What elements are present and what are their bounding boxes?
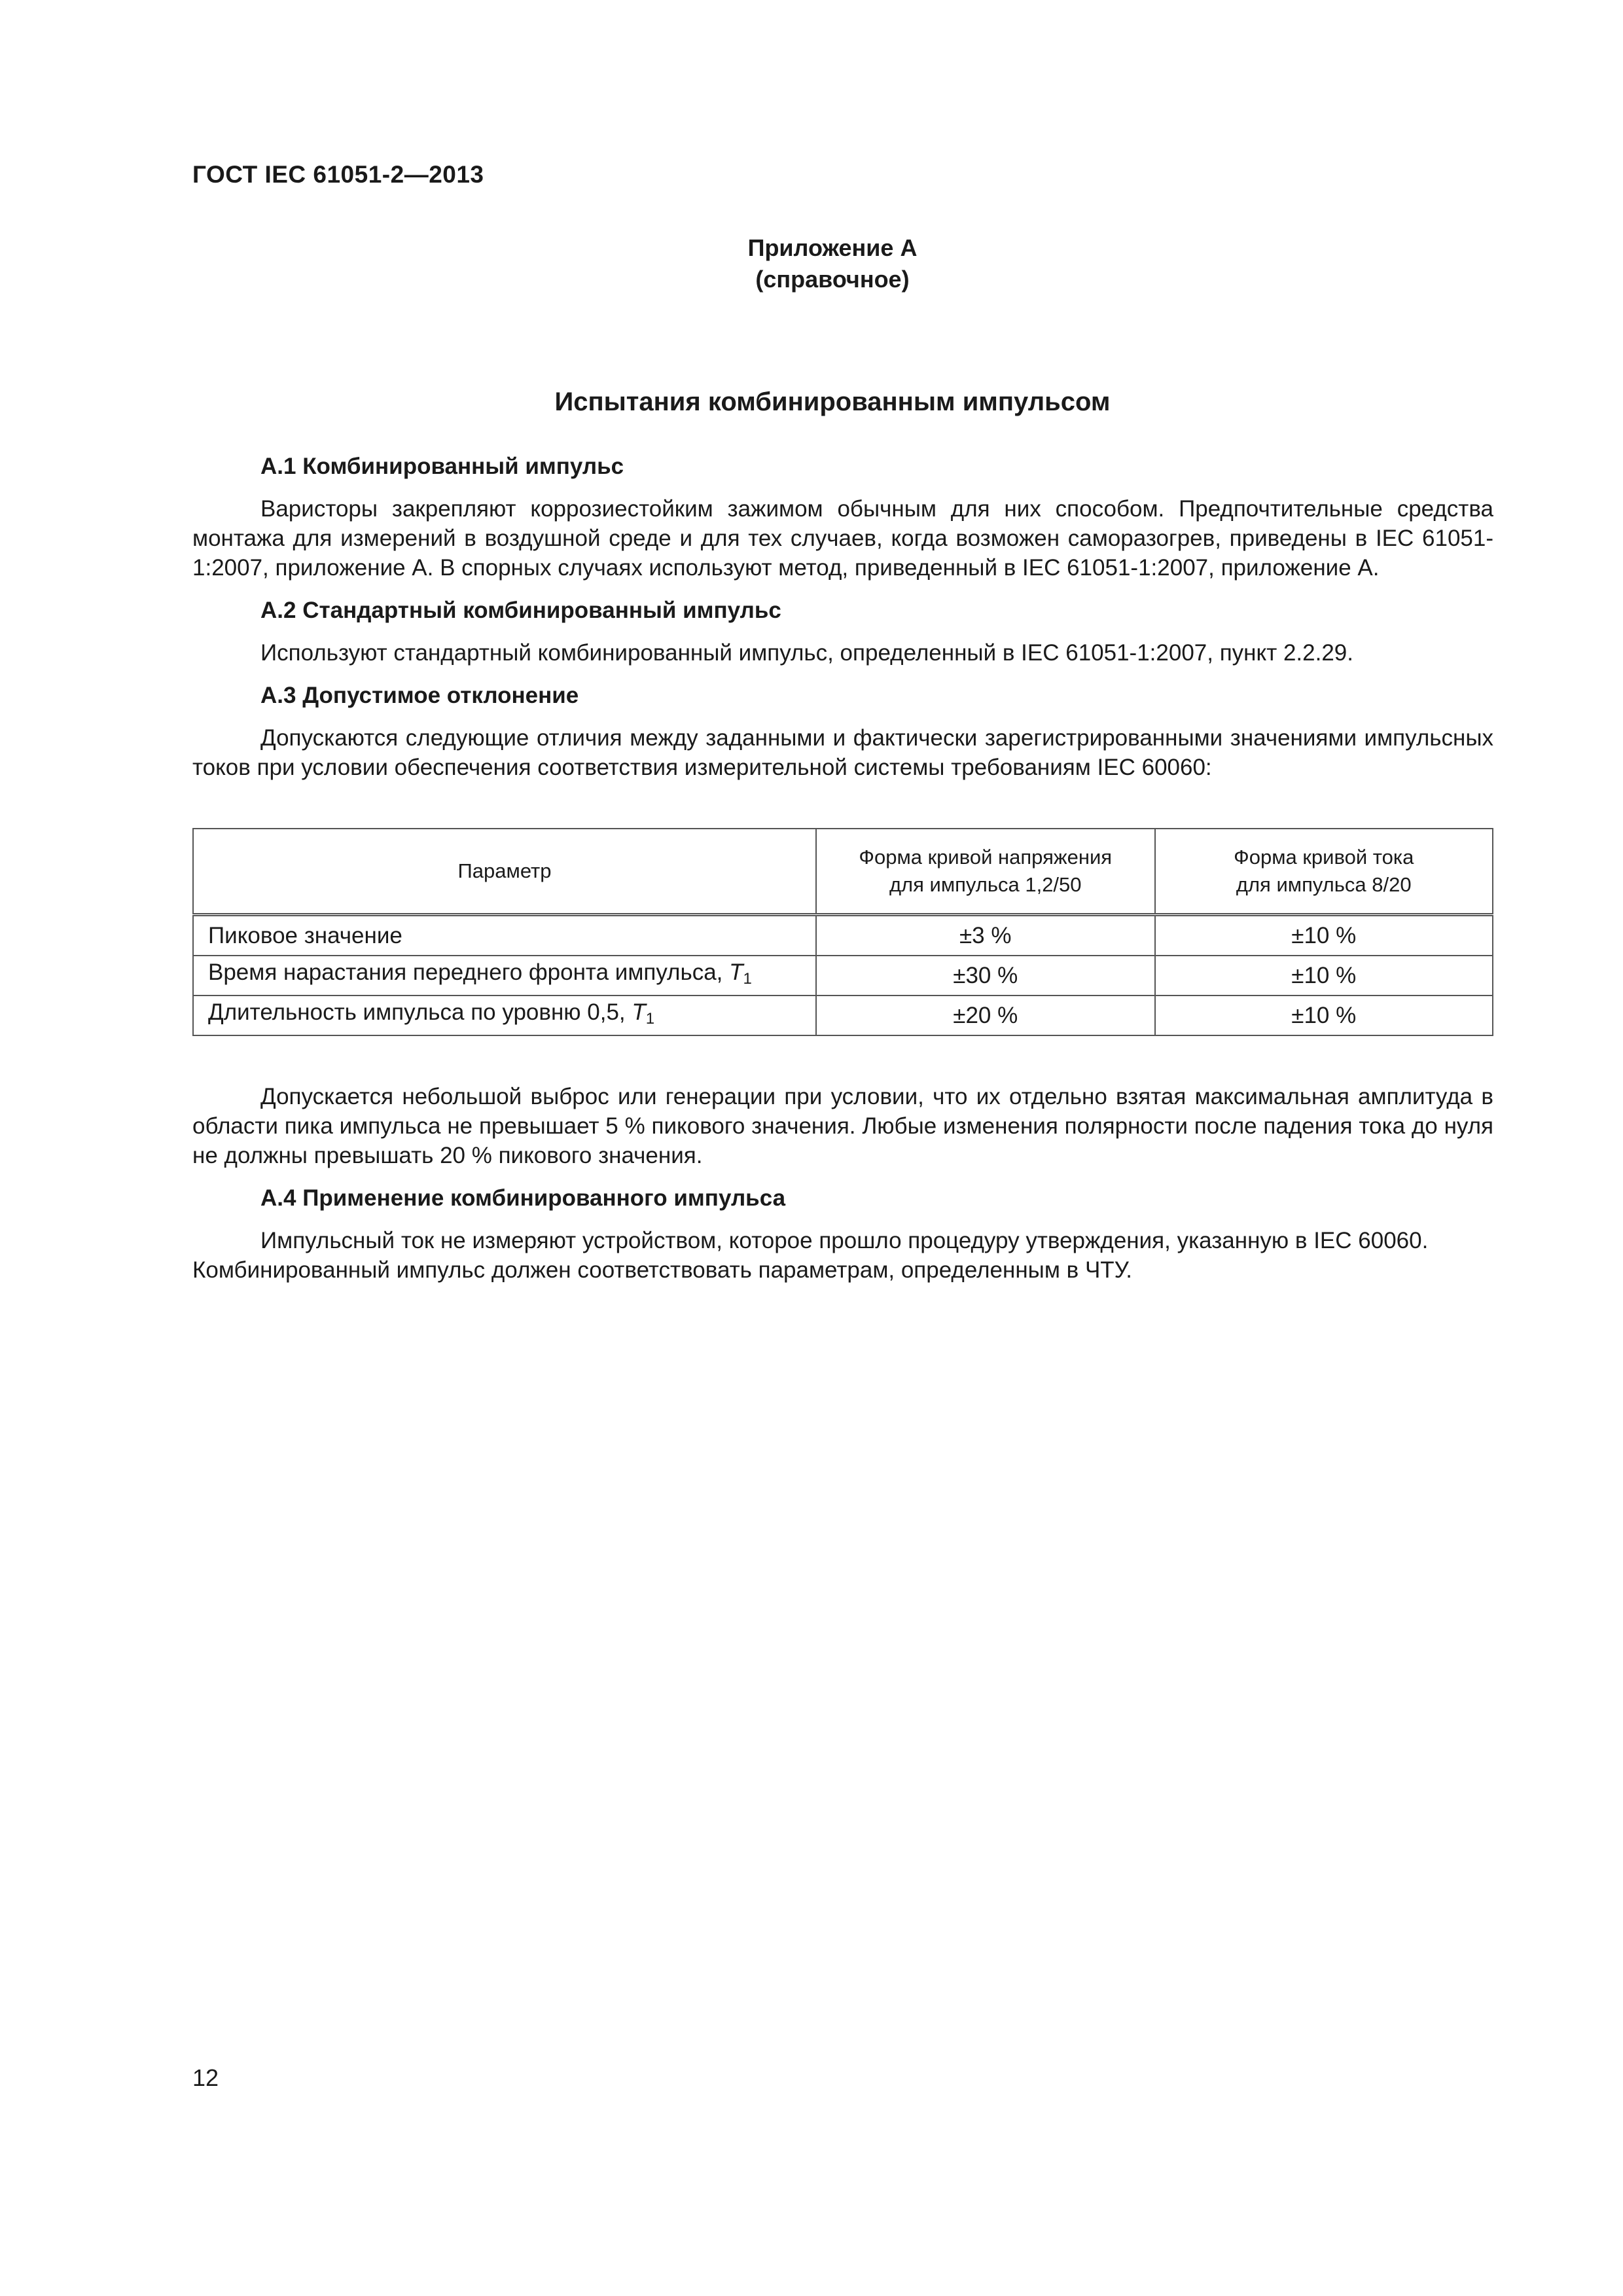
appendix-title-text: Испытания комбинированным импульсом xyxy=(554,387,1111,416)
appendix-heading xyxy=(0,232,1623,295)
section-a4-text-2: Комбинированный импульс должен соответствовать параметрам, определенным в ЧТУ. xyxy=(192,1257,1132,1283)
section-a4-heading: А.4 Применение комбинированного импульса xyxy=(260,1185,786,1211)
row-parameter xyxy=(193,996,816,1035)
row-parameter-text: Время нарастания переднего фронта импульса, xyxy=(208,960,730,985)
row-parameter xyxy=(193,915,816,956)
row-parameter-text: Пиковое значение xyxy=(208,923,402,948)
symbol-subscript: 1 xyxy=(645,1010,655,1028)
section-a2-heading: А.2 Стандартный комбинированный импульс xyxy=(260,598,781,623)
header-voltage-line1: Форма кривой напряжения xyxy=(859,846,1113,869)
row-voltage-tolerance: ±3 % xyxy=(816,915,1155,956)
header-current-line1: Форма кривой тока xyxy=(1234,846,1414,869)
section-a3-text: Допускаются следующие отличия между заданными и фактически зарегистрированными значениями импульсных токов при условии обеспечения соответствия измерительной системы требованиям IEC 60060: xyxy=(192,725,1493,780)
section-a4-text-1: Импульсный ток не измеряют устройством, которое прошло процедуру утверждения, указанную в IEC 60060. xyxy=(260,1228,1429,1253)
symbol-t: T xyxy=(632,999,646,1025)
section-a1-text: Варисторы закрепляют коррозиестойким зажимом обычным для них способом. Предпочтительные средства монтажа для измерений в воздушной среде и для тех случаев, когда возможен саморазогрев, приведены в IEC 61051-1:2007, приложение А. В спорных случаях используют метод, приведенный в IEC 61051-1:2007, приложение А. xyxy=(192,496,1493,581)
header-voltage-line2: для импульса 1,2/50 xyxy=(889,873,1082,896)
symbol-subscript: 1 xyxy=(743,970,752,988)
appendix-kind: (справочное) xyxy=(755,266,910,293)
row-current-tolerance: ±10 % xyxy=(1155,915,1493,956)
header-current-line2: для импульса 8/20 xyxy=(1236,873,1412,896)
tolerance-table xyxy=(192,828,1493,1036)
table-header-row xyxy=(193,829,1493,915)
header-parameter-text: Параметр xyxy=(457,859,552,882)
row-parameter-text: Длительность импульса по уровню 0,5, xyxy=(208,999,632,1025)
section-a2-text: Используют стандартный комбинированный импульс, определенный в IEC 61051-1:2007, пункт 2.2.29. xyxy=(260,640,1353,666)
appendix-label: Приложение А xyxy=(747,234,918,261)
header-current-waveform xyxy=(1155,829,1493,915)
header-parameter xyxy=(193,829,816,915)
page-number: 12 xyxy=(192,2064,219,2091)
row-voltage-tolerance: ±20 % xyxy=(816,996,1155,1035)
section-a1-heading: А.1 Комбинированный импульс xyxy=(260,454,624,479)
section-a3-heading: А.3 Допустимое отклонение xyxy=(260,683,579,708)
row-current-tolerance: ±10 % xyxy=(1155,996,1493,1035)
header-voltage-waveform xyxy=(816,829,1155,915)
document-body xyxy=(192,452,1493,1298)
row-parameter xyxy=(193,956,816,996)
table-row xyxy=(193,996,1493,1035)
row-voltage-tolerance: ±30 % xyxy=(816,956,1155,996)
document-header: ГОСТ IEC 61051-2—2013 xyxy=(192,161,484,188)
table-row xyxy=(193,915,1493,956)
symbol-t: T xyxy=(729,960,743,985)
table-row xyxy=(193,956,1493,996)
row-current-tolerance: ±10 % xyxy=(1155,956,1493,996)
appendix-title xyxy=(0,387,1623,417)
section-a3-after-table: Допускается небольшой выброс или генерации при условии, что их отдельно взятая максимальная амплитуда в области пика импульса не превышает 5 % пикового значения. Любые изменения полярности после падения тока до нуля не должны превышать 20 % пикового значения. xyxy=(192,1084,1493,1168)
